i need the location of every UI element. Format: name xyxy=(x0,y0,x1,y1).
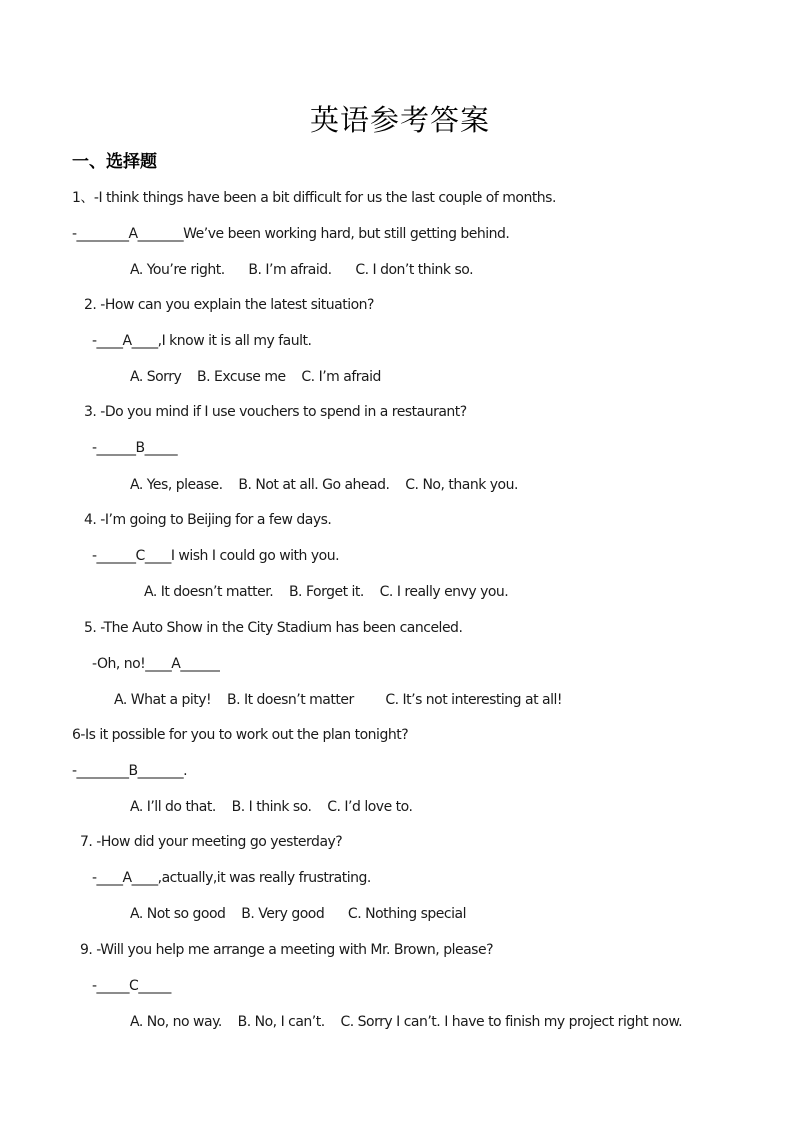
options-line: A. Not so good B. Very good C. Nothing special xyxy=(130,906,466,922)
answer-line: -______B_____ xyxy=(92,440,178,456)
section-heading: 一、选择题 xyxy=(72,152,157,172)
question-line: 4. -I’m going to Beijing for a few days. xyxy=(84,512,332,528)
question-line: 6-Is it possible for you to work out the plan tonight? xyxy=(72,727,409,743)
answer-line: -____A____,I know it is all my fault. xyxy=(92,333,312,349)
options-line: A. You’re right. B. I’m afraid. C. I don’t think so. xyxy=(130,262,474,278)
question-line: 2. -How can you explain the latest situation? xyxy=(84,297,374,313)
options-line: A. It doesn’t matter. B. Forget it. C. I really envy you. xyxy=(144,584,509,600)
options-line: A. What a pity! B. It doesn’t matter C. It’s not interesting at all! xyxy=(114,692,562,708)
answer-line: -____A____,actually,it was really frustrating. xyxy=(92,870,371,886)
answer-line: -______C____I wish I could go with you. xyxy=(92,548,340,564)
page-title: 英语参考答案 xyxy=(309,103,490,137)
options-line: A. I’ll do that. B. I think so. C. I’d love to. xyxy=(130,799,413,815)
options-line: A. Sorry B. Excuse me C. I’m afraid xyxy=(130,369,381,385)
answer-line: -________B_______. xyxy=(72,763,188,779)
question-line: 5. -The Auto Show in the City Stadium has been canceled. xyxy=(84,620,463,636)
question-line: 7. -How did your meeting go yesterday? xyxy=(80,834,343,850)
options-line: A. Yes, please. B. Not at all. Go ahead. C. No, thank you. xyxy=(130,477,518,493)
answer-line: -Oh, no!____A______ xyxy=(92,656,220,672)
question-line: 3. -Do you mind if I use vouchers to spend in a restaurant? xyxy=(84,404,467,420)
answer-line: -________A_______We’ve been working hard, but still getting behind. xyxy=(72,226,510,242)
options-line: A. No, no way. B. No, I can’t. C. Sorry I can’t. I have to finish my project right now. xyxy=(130,1014,683,1030)
question-line: 9. -Will you help me arrange a meeting with Mr. Brown, please? xyxy=(80,942,494,958)
question-line: 1、-I think things have been a bit difficult for us the last couple of months. xyxy=(72,190,556,206)
answer-line: -_____C_____ xyxy=(92,978,171,994)
